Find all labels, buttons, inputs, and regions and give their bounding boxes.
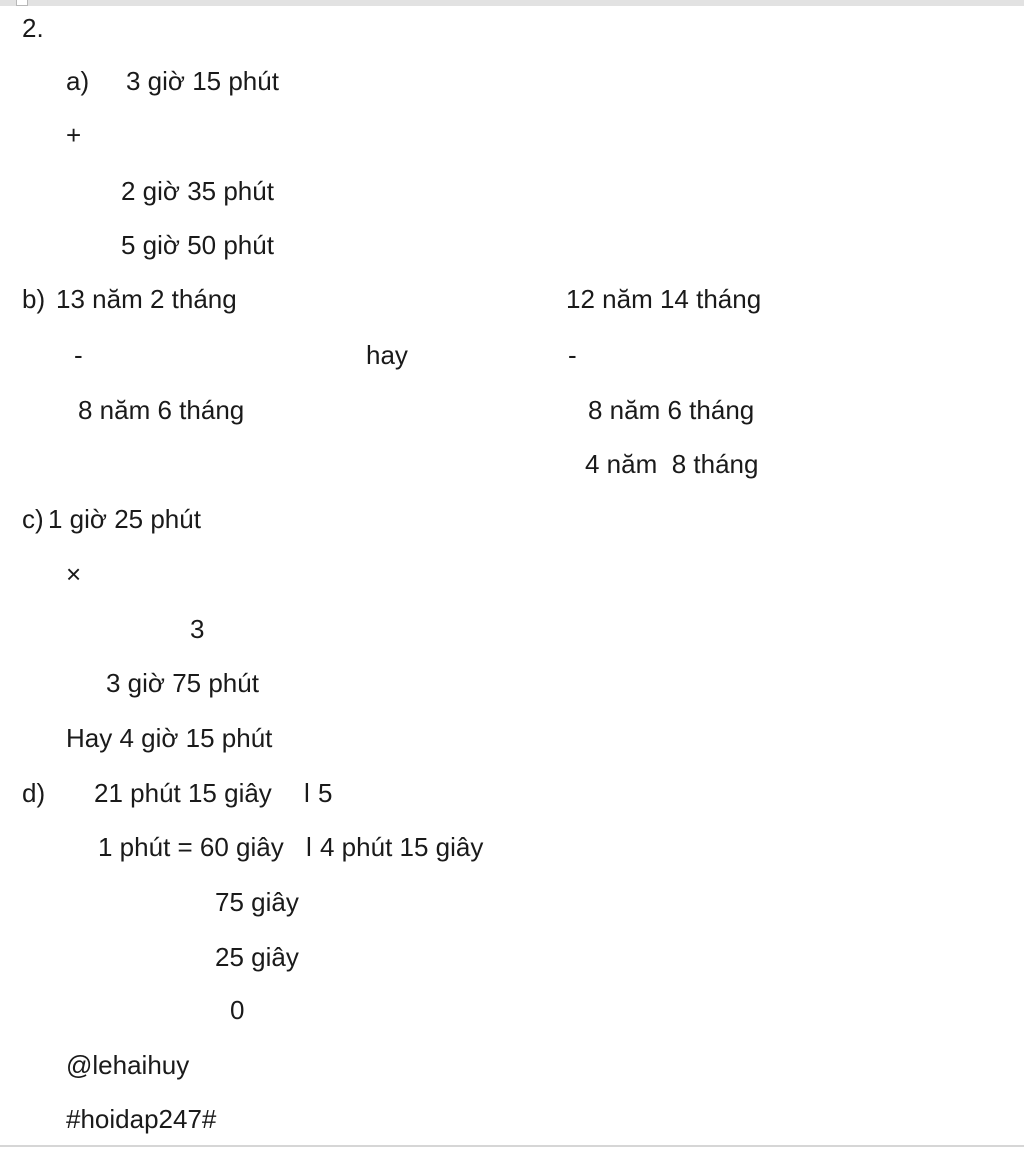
part-b-alt-operand2: 8 năm 6 tháng — [588, 395, 755, 425]
part-b-operator: - — [74, 340, 83, 370]
part-a-result: 5 giờ 50 phút — [121, 230, 274, 260]
part-b-operand1: 13 năm 2 tháng — [56, 284, 237, 314]
part-d-division-bar-2: l — [306, 832, 312, 862]
part-d-step1: 75 giây — [215, 887, 299, 917]
part-b-alt-operator: - — [568, 340, 577, 370]
part-d-conversion: 1 phút = 60 giây — [98, 832, 284, 862]
part-b-label: b) — [22, 284, 46, 314]
cell-corner-marker — [16, 0, 28, 6]
part-a-operator: + — [66, 120, 82, 150]
part-d-quotient: 4 phút 15 giây — [320, 832, 484, 862]
part-d-dividend: 21 phút 15 giây — [94, 778, 272, 808]
part-c-label: c) — [22, 504, 44, 534]
part-d-division-bar-1: l — [304, 778, 310, 808]
part-a-label: a) — [66, 66, 90, 96]
part-d-remainder: 0 — [230, 995, 245, 1025]
part-c-result-alt: Hay 4 giờ 15 phút — [66, 723, 273, 753]
bottom-border — [0, 1145, 1024, 1147]
part-b-alt-operand1: 12 năm 14 tháng — [566, 284, 762, 314]
part-d-step2: 25 giây — [215, 942, 299, 972]
part-b-operand2: 8 năm 6 tháng — [78, 395, 245, 425]
part-c-operator: × — [66, 559, 82, 589]
part-b-alt-result: 4 năm 8 tháng — [585, 449, 759, 479]
part-a-operand1: 3 giờ 15 phút — [126, 66, 279, 96]
part-c-operand2: 3 — [190, 614, 205, 644]
top-border — [0, 0, 1024, 6]
part-d-label: d) — [22, 778, 46, 808]
part-c-operand1: 1 giờ 25 phút — [48, 504, 201, 534]
part-c-result: 3 giờ 75 phút — [106, 668, 259, 698]
part-a-operand2: 2 giờ 35 phút — [121, 176, 274, 206]
part-d-divisor: 5 — [318, 778, 333, 808]
part-b-hay: hay — [366, 340, 408, 370]
author-signature: @lehaihuy — [66, 1050, 190, 1080]
site-hashtag: #hoidap247# — [66, 1104, 217, 1134]
exercise-number: 2. — [22, 13, 44, 43]
